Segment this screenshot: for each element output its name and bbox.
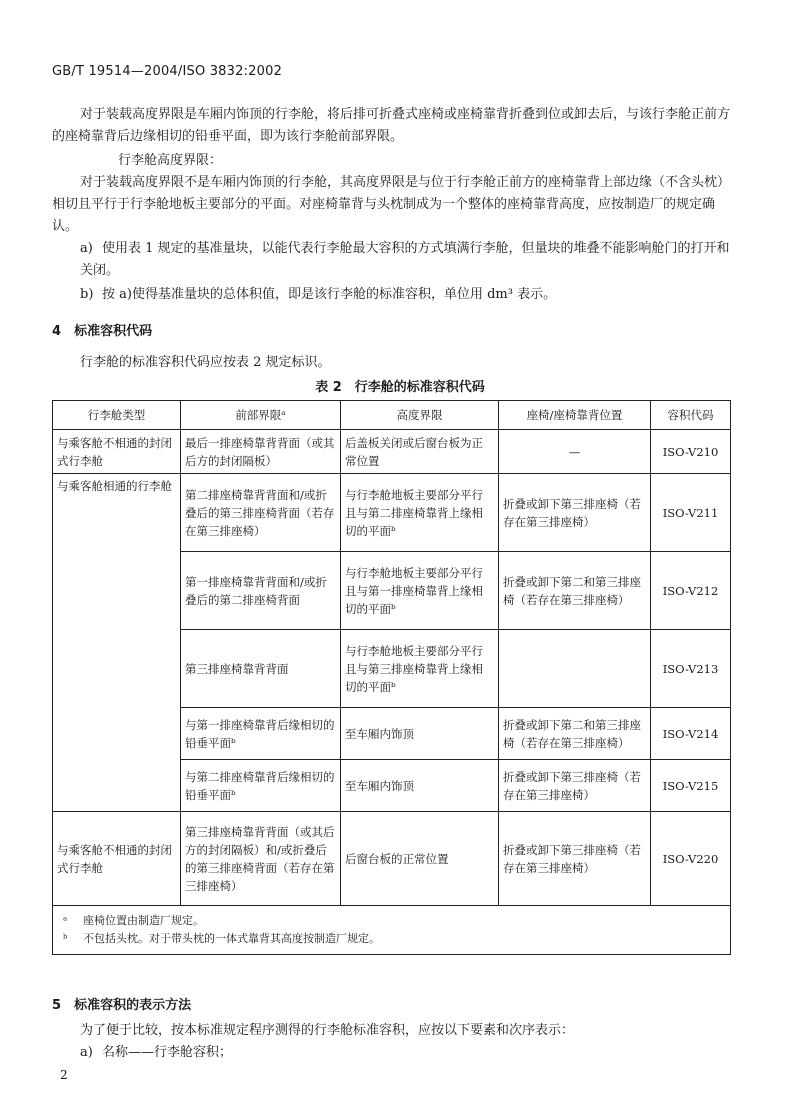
front-limit-cell: 第三排座椅靠背背面 xyxy=(181,630,341,708)
table-row xyxy=(53,474,731,552)
table-header-row xyxy=(53,401,731,430)
height-limit-cell: 与行李舱地板主要部分平行且与第二排座椅靠背上缘相切的平面ᵇ xyxy=(341,474,499,552)
height-limit-cell: 与行李舱地板主要部分平行且与第三排座椅靠背上缘相切的平面ᵇ xyxy=(341,630,499,708)
front-limit-cell: 第三排座椅靠背背面（或其后方的封闭隔板）和/或折叠后的第三排座椅背面（若存在第三排座椅） xyxy=(181,812,341,906)
list-item-section5-a xyxy=(80,1042,730,1064)
list-item-text: 使用表 1 规定的基准量块，以能代表行李舱最大容积的方式填满行李舱，但量块的堆叠不能影响舱门的打开和关闭。 xyxy=(80,241,730,278)
seat-position-cell: 折叠或卸下第三排座椅（若存在第三排座椅） xyxy=(499,812,651,906)
type-cell: 与乘客舱不相通的封闭式行李舱 xyxy=(53,430,181,474)
table-footnotes xyxy=(53,906,731,955)
height-limit-cell: 至车厢内饰顶 xyxy=(341,708,499,760)
table-row xyxy=(53,812,731,906)
footnote-mark: ᵃ xyxy=(63,914,68,927)
section-number: 4 xyxy=(52,324,62,339)
list-item-a xyxy=(80,238,730,282)
height-limit-cell: 与行李舱地板主要部分平行且与第一排座椅靠背上缘相切的平面ᵇ xyxy=(341,552,499,630)
footnote xyxy=(63,912,720,930)
section-4-heading xyxy=(52,320,152,339)
type-cell: 与乘客舱相通的行李舱 xyxy=(53,474,181,812)
footnote-mark: ᵇ xyxy=(63,932,68,945)
list-item-label: a) xyxy=(80,241,93,256)
height-limit-label: 行李舱高度界限： xyxy=(118,153,223,168)
page-number: 2 xyxy=(60,1068,68,1082)
volume-code-cell: ISO-V214 xyxy=(651,708,731,760)
front-limit-cell: 与第一排座椅靠背后缘相切的铅垂平面ᵇ xyxy=(181,708,341,760)
front-limit-cell: 第一排座椅靠背背面和/或折叠后的第二排座椅背面 xyxy=(181,552,341,630)
footnote xyxy=(63,930,720,948)
list-item-b xyxy=(80,284,730,306)
front-limit-cell: 最后一排座椅靠背背面（或其后方的封闭隔板） xyxy=(181,430,341,474)
volume-code-cell: ISO-V210 xyxy=(651,430,731,474)
volume-code-cell: ISO-V212 xyxy=(651,552,731,630)
seat-position-cell: 折叠或卸下第二和第三排座椅（若存在第三排座椅） xyxy=(499,708,651,760)
volume-code-cell: ISO-V220 xyxy=(651,812,731,906)
volume-code-table xyxy=(52,400,731,955)
table-footnote-row xyxy=(53,906,731,955)
seat-position-cell: 折叠或卸下第三排座椅（若存在第三排座椅） xyxy=(499,760,651,812)
seat-position-cell: 折叠或卸下第三排座椅（若存在第三排座椅） xyxy=(499,474,651,552)
volume-code-cell: ISO-V213 xyxy=(651,630,731,708)
list-item-label: a) xyxy=(80,1045,93,1060)
section-number: 5 xyxy=(52,998,62,1013)
column-header: 容积代码 xyxy=(651,401,731,430)
section-title: 标准容积代码 xyxy=(74,324,153,339)
front-limit-cell: 第二排座椅靠背背面和/或折叠后的第三排座椅背面（若存在第三排座椅） xyxy=(181,474,341,552)
section-5-text: 为了便于比较，按本标准规定程序测得的行李舱标准容积，应按以下要素和次序表示： xyxy=(80,1023,575,1038)
type-cell: 与乘客舱不相通的封闭式行李舱 xyxy=(53,812,181,906)
volume-code-cell: ISO-V211 xyxy=(651,474,731,552)
section-5-heading xyxy=(52,994,191,1013)
footnote-text: 不包括头枕。对于带头枕的一体式靠背其高度按制造厂规定。 xyxy=(83,932,380,945)
column-header: 前部界限ᵃ xyxy=(181,401,341,430)
section-title: 标准容积的表示方法 xyxy=(74,998,192,1013)
section-4-text: 行李舱的标准容积代码应按表 2 规定标识。 xyxy=(80,355,331,370)
column-header: 高度界限 xyxy=(341,401,499,430)
seat-position-cell: — xyxy=(499,430,651,474)
table-row xyxy=(53,430,731,474)
front-limit-cell: 与第二排座椅靠背后缘相切的铅垂平面ᵇ xyxy=(181,760,341,812)
list-item-label: b) xyxy=(80,287,94,302)
intro-paragraph: 对于装载高度界限是车厢内饰顶的行李舱，将后排可折叠式座椅或座椅靠背折叠到位或卸去后，与该行李舱正前方的座椅靠背后边缘相切的铅垂平面，即为该行李舱前部界限。 xyxy=(52,107,731,144)
table-title: 表 2 行李舱的标准容积代码 xyxy=(315,380,485,395)
column-header: 行李舱类型 xyxy=(53,401,181,430)
height-limit-cell: 后盖板关闭或后窗台板为正常位置 xyxy=(341,430,499,474)
column-header: 座椅/座椅靠背位置 xyxy=(499,401,651,430)
list-item-text: 按 a)使得基准量块的总体积值，即是该行李舱的标准容积，单位用 dm³ 表示。 xyxy=(102,287,557,302)
height-limit-cell: 后窗台板的正常位置 xyxy=(341,812,499,906)
volume-code-cell: ISO-V215 xyxy=(651,760,731,812)
height-limit-paragraph: 对于装载高度界限不是车厢内饰顶的行李舱，其高度界限是与位于行李舱正前方的座椅靠背上部边缘（不含头枕）相切且平行于行李舱地板主要部分的平面。对座椅靠背与头枕制成为一个整体的座椅靠背高度，应按制造厂的规定确认。 xyxy=(52,175,731,234)
height-limit-cell: 至车厢内饰顶 xyxy=(341,760,499,812)
seat-position-cell xyxy=(499,630,651,708)
standard-header: GB/T 19514—2004/ISO 3832:2002 xyxy=(52,64,283,79)
footnote-text: 座椅位置由制造厂规定。 xyxy=(83,914,204,927)
list-item-text: 名称——行李舱容积； xyxy=(102,1045,233,1060)
seat-position-cell: 折叠或卸下第二和第三排座椅（若存在第三排座椅） xyxy=(499,552,651,630)
